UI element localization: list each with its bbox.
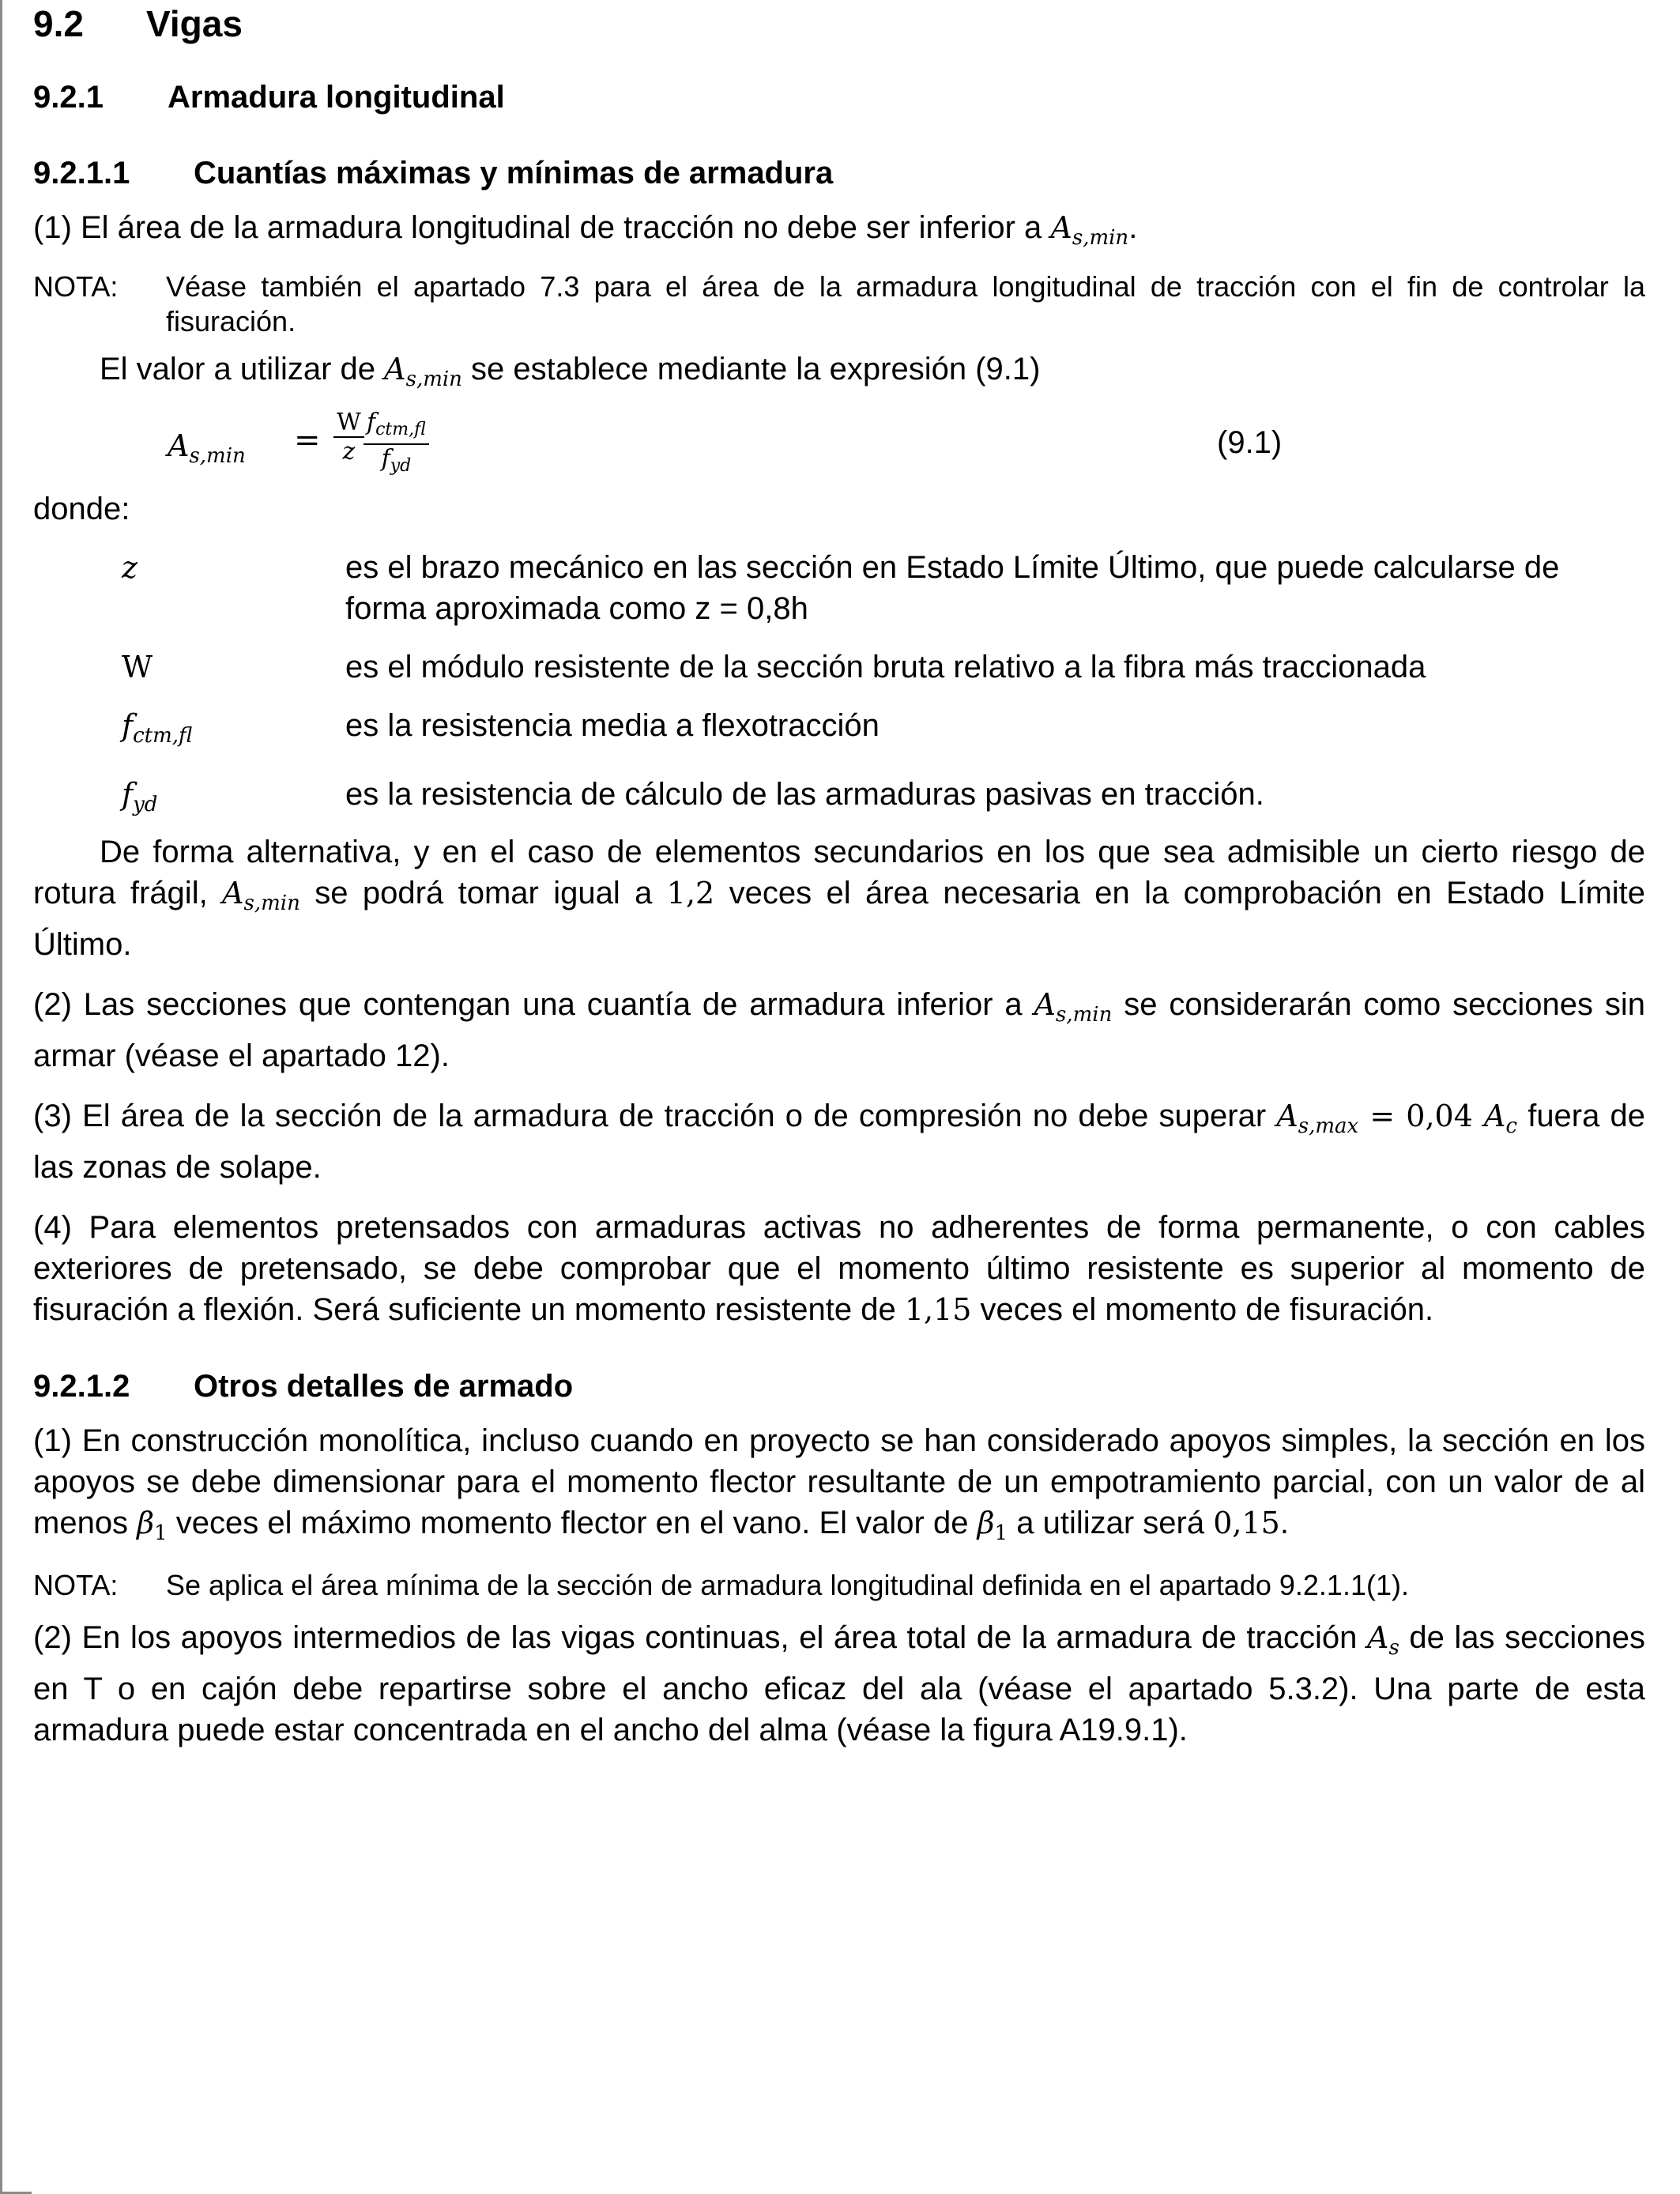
- definition-row: [33, 705, 1645, 756]
- fraction-w-z: $\frac{W}{z}$: [333, 409, 364, 466]
- definition-symbol: $f_{yd}$: [122, 777, 158, 816]
- math-as-min: $A_{s,min}$: [222, 876, 300, 915]
- note-2: [33, 1568, 1645, 1603]
- section-number: 9.2: [33, 3, 84, 44]
- subsection-title: Armadura longitudinal: [168, 80, 505, 115]
- donde-label: donde:: [33, 492, 130, 526]
- subsection-number: 9.2.1: [33, 80, 104, 115]
- math-as-min: $A_{s,min}$: [384, 352, 462, 391]
- paragraph-4: (4) Para elementos pretensados con armaduras activas no adherentes de forma permanente, o con cables exteriores de pretensado, se debe comprobar que el momento último resistente es superior al momento de fisuración a flexión. Será suficiente un momento resistente de 1,15 veces el momento de fisuración.: [33, 1210, 1645, 1327]
- paragraph-1: (1) El área de la armadura longitudinal de tracción no debe ser inferior a $A_{s,min}$.: [33, 210, 1138, 250]
- note-label: NOTA:: [33, 1569, 119, 1601]
- math-as-min: $A_{s,min}$: [1050, 210, 1129, 250]
- subsubsection-number-1: 9.2.1.1: [33, 156, 130, 190]
- paragraph-2: (2) Las secciones que contengan una cuantía de armadura inferior a $A_{s,min}$ se considerarán como secciones sin armar (véase el apartado 12).: [33, 987, 1645, 1073]
- equation-lhs: $A_{s,min}$: [168, 428, 246, 468]
- definition-symbol: $f_{ctm,fl}$: [122, 708, 193, 748]
- document-body: [33, 0, 1645, 1751]
- page-left-border: [0, 0, 2, 2194]
- definition-row: [33, 547, 1645, 629]
- paragraph-6: (2) En los apoyos intermedios de las vigas continuas, el área total de la armadura de tracción $A_s$ de las secciones en T o en cajón debe repartirse sobre el ancho eficaz del ala (véase el apartado 5.3.2). Una parte de esta armadura puede estar concentrada en el ancho del alma (véase la figura A19.9.1).: [33, 1620, 1646, 1747]
- note-label: NOTA:: [33, 270, 119, 303]
- math-as: $A_s$: [1366, 1620, 1399, 1660]
- subsubsection-heading-1: [33, 153, 1645, 193]
- definition-description: es la resistencia de cálculo de las armaduras pasivas en tracción.: [345, 777, 1264, 812]
- section-title: Vigas: [146, 3, 243, 44]
- definition-symbol: z: [122, 550, 138, 585]
- subsubsection-title-2: Otros detalles de armado: [194, 1369, 574, 1404]
- paragraph-3: (3) El área de la sección de la armadura de tracción o de compresión no debe superar $A_{s,max} = 0,04$ $A_c$ fuera de las zonas de solape.: [33, 1099, 1646, 1185]
- math-beta-1: $\beta_1$: [977, 1506, 1008, 1545]
- paragraph-alternative: De forma alternativa, y en el caso de elementos secundarios en los que sea admisible un cierto riesgo de rotura frágil, $A_{s,min}$ se podrá tomar igual a 1,2 veces el área necesaria en la comprobación en Estado Límite Último.: [33, 835, 1646, 962]
- math-ac: $A_c$: [1484, 1099, 1518, 1138]
- equals-sign: =: [294, 422, 321, 458]
- equation-9-1: [33, 405, 1645, 492]
- math-beta-1: $\beta_1$: [137, 1506, 168, 1545]
- paragraph-5: (1) En construcción monolítica, incluso cuando en proyecto se han considerado apoyos simples, la sección en los apoyos se debe dimensionar para el momento flector resultante de un empotramiento parcial, con un valor de al menos $\beta_1$ veces el máximo momento flector en el vano. El valor de $\beta_1$ a utilizar será 0,15.: [33, 1423, 1645, 1545]
- note-1: [33, 270, 1645, 339]
- subsubsection-title-1: Cuantías máximas y mínimas de armadura: [194, 156, 834, 190]
- fraction-fctm-fyd: $f_{ctm,fl}$ $f_{yd}$: [363, 409, 429, 481]
- note-text: Se aplica el área mínima de la sección de armadura longitudinal definida en el apartado 9.2.1.1(1).: [166, 1569, 1409, 1601]
- subsection-heading: [33, 77, 1645, 117]
- equation-number: (9.1): [1217, 425, 1283, 460]
- definition-row: [33, 774, 1645, 825]
- math-as-min: $A_{s,min}$: [1034, 987, 1113, 1027]
- note-text: Véase también el apartado 7.3 para el área de la armadura longitudinal de tracción con el fin de controlar la fisuración.: [166, 270, 1645, 337]
- definition-description: es el brazo mecánico en las sección en Estado Límite Último, que puede calcularse de forma aproximada como z = 0,8h: [345, 550, 1560, 626]
- definitions-list: [33, 547, 1645, 825]
- definition-symbol: W: [122, 650, 153, 684]
- definition-row: [33, 647, 1645, 688]
- subsubsection-heading-2: [33, 1367, 1645, 1406]
- definition-description: es la resistencia media a flexotracción: [345, 708, 880, 743]
- math-as-max: $A_{s,max}$: [1276, 1099, 1359, 1138]
- definition-description: es el módulo resistente de la sección bruta relativo a la fibra más traccionada: [345, 650, 1426, 684]
- formula-intro: El valor a utilizar de $A_{s,min}$ se establece mediante la expresión (9.1): [100, 352, 1041, 391]
- section-heading: [33, 2, 1645, 46]
- subsubsection-number-2: 9.2.1.2: [33, 1369, 130, 1404]
